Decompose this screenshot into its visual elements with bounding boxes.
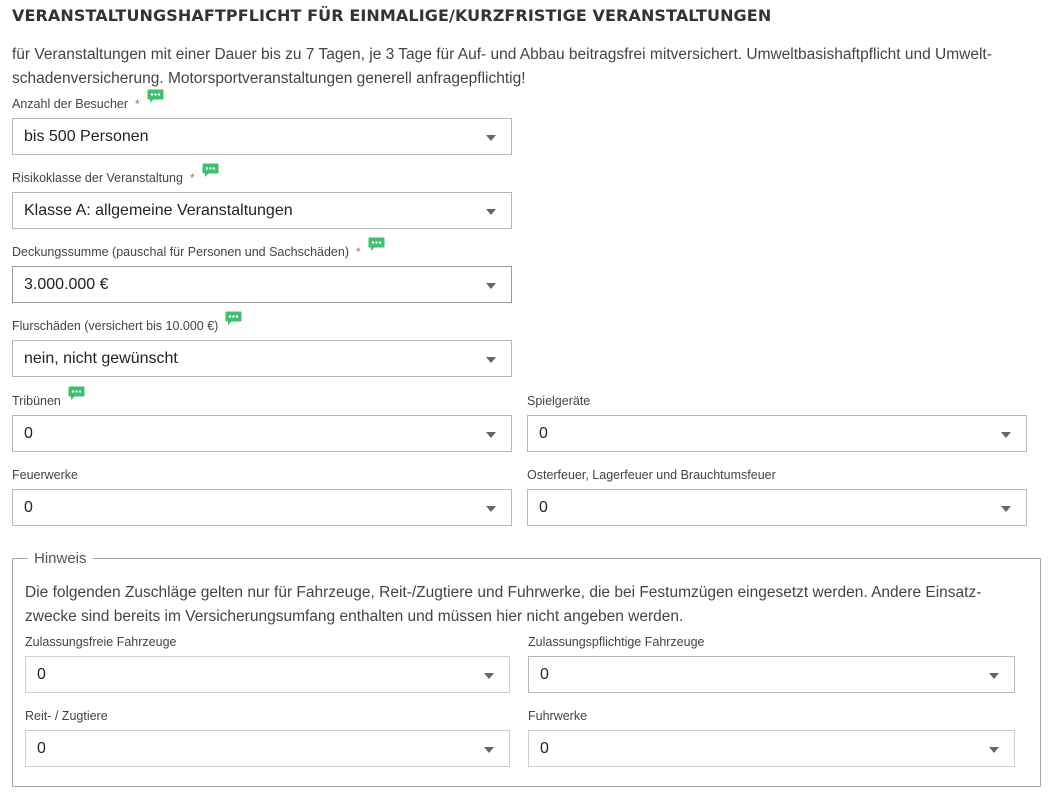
deckungssumme-label: Deckungssumme (pauschal für Personen und Sachschäden) — [12, 245, 349, 259]
besucher-label: Anzahl der Besucher — [12, 97, 129, 111]
field-label — [12, 465, 512, 485]
fuhrwerke-label: Fuhrwerke — [528, 709, 588, 723]
zulassungspflichtig-label: Zulassungspflichtige Fahrzeuge — [528, 635, 705, 649]
field-flurschaeden — [12, 316, 512, 377]
osterfeuer-value: 0 — [539, 499, 548, 516]
caret-down-icon — [486, 209, 496, 215]
fuhrwerke-select[interactable] — [528, 730, 1015, 767]
deckungssumme-select[interactable] — [12, 266, 512, 303]
required-marker: * — [356, 245, 361, 259]
flurschaeden-label: Flurschäden (versichert bis 10.000 €) — [12, 319, 219, 333]
chat-bubble-icon[interactable] — [68, 385, 85, 402]
field-label — [12, 168, 512, 188]
field-label — [12, 242, 512, 262]
flurschaeden-value: nein, nicht gewünscht — [24, 350, 178, 367]
chat-bubble-icon[interactable] — [225, 310, 242, 327]
feuerwerke-value: 0 — [24, 499, 33, 516]
spielgeraete-value: 0 — [539, 425, 548, 442]
chat-bubble-icon[interactable] — [368, 236, 385, 253]
caret-down-icon — [1001, 506, 1011, 512]
field-label — [25, 632, 510, 652]
chat-bubble-icon[interactable] — [147, 88, 164, 105]
required-marker: * — [135, 97, 140, 111]
field-spielgeraete — [527, 391, 1027, 452]
field-feuerwerke — [12, 465, 512, 526]
feuerwerke-select[interactable] — [12, 489, 512, 526]
risikoklasse-value: Klasse A: allgemeine Veranstaltungen — [24, 202, 293, 219]
field-label — [528, 706, 1015, 726]
page-description: für Veranstaltungen mit einer Dauer bis zu 7 Tagen, je 3 Tage für Auf- und Abbau beitragsfrei mitversichert. Umweltbasishaftpflicht und Umwelt-schadenversicherung. Motorsportveranstaltungen generell anfragepflichtig! — [12, 46, 992, 87]
zulassungspflichtig-select[interactable] — [528, 656, 1015, 693]
field-label — [12, 316, 512, 336]
caret-down-icon — [486, 432, 496, 438]
required-marker: * — [189, 171, 195, 185]
zulassungsfrei-label: Zulassungsfreie Fahrzeuge — [25, 635, 177, 649]
tribuenen-select[interactable] — [12, 415, 512, 452]
field-risikoklasse — [12, 168, 512, 229]
field-fuhrwerke — [528, 706, 1015, 767]
caret-down-icon — [989, 673, 999, 679]
zulassungsfrei-select[interactable] — [25, 656, 510, 693]
field-tribuenen — [12, 391, 512, 452]
caret-down-icon — [1001, 432, 1011, 438]
tribuenen-label: Tribünen — [12, 394, 61, 408]
risikoklasse-select[interactable] — [12, 192, 512, 229]
field-zulassungsfrei — [25, 632, 510, 693]
field-zulassungspflichtig — [528, 632, 1015, 693]
reittiere-value: 0 — [37, 740, 46, 757]
hinweis-legend: Hinweis — [28, 549, 93, 569]
fuhrwerke-value: 0 — [540, 740, 549, 757]
page-title: VERANSTALTUNGSHAFTPFLICHT FÜR EINMALIGE/KURZFRISTIGE VERANSTALTUNGEN — [12, 6, 772, 25]
besucher-value: bis 500 Personen — [24, 128, 149, 145]
caret-down-icon — [484, 747, 494, 753]
chat-bubble-icon[interactable] — [202, 162, 219, 179]
zulassungsfrei-value: 0 — [37, 666, 46, 683]
caret-down-icon — [486, 283, 496, 289]
reittiere-select[interactable] — [25, 730, 510, 767]
flurschaeden-select[interactable] — [12, 340, 512, 377]
osterfeuer-label: Osterfeuer, Lagerfeuer und Brauchtumsfeuer — [527, 468, 776, 482]
caret-down-icon — [486, 357, 496, 363]
risikoklasse-label: Risikoklasse der Veranstaltung — [12, 171, 183, 185]
besucher-select[interactable] — [12, 118, 512, 155]
caret-down-icon — [989, 747, 999, 753]
field-reittiere — [25, 706, 510, 767]
field-label — [527, 465, 1027, 485]
feuerwerke-label: Feuerwerke — [12, 468, 78, 482]
field-label — [12, 94, 512, 114]
field-label — [12, 391, 512, 411]
hinweis-fieldset — [12, 550, 1041, 787]
zulassungspflichtig-value: 0 — [540, 666, 549, 683]
field-label — [527, 391, 1027, 411]
tribuenen-value: 0 — [24, 425, 33, 442]
osterfeuer-select[interactable] — [527, 489, 1027, 526]
deckungssumme-value: 3.000.000 € — [24, 276, 109, 293]
hinweis-text: Die folgenden Zuschläge gelten nur für Fahrzeuge, Reit-/Zugtiere und Fuhrwerke, die bei Festumzügen eingesetzt werden. Andere Einsatz-zwecke sind bereits im Versicherungsumfang enthalten und müssen hier nicht angeben werden. — [25, 584, 982, 625]
field-label — [25, 706, 510, 726]
spielgeraete-select[interactable] — [527, 415, 1027, 452]
caret-down-icon — [486, 506, 496, 512]
caret-down-icon — [486, 135, 496, 141]
field-label — [528, 632, 1015, 652]
reittiere-label: Reit- / Zugtiere — [25, 709, 108, 723]
field-besucher — [12, 94, 512, 155]
field-osterfeuer — [527, 465, 1027, 526]
spielgeraete-label: Spielgeräte — [527, 394, 591, 408]
field-deckungssumme — [12, 242, 512, 303]
caret-down-icon — [484, 673, 494, 679]
